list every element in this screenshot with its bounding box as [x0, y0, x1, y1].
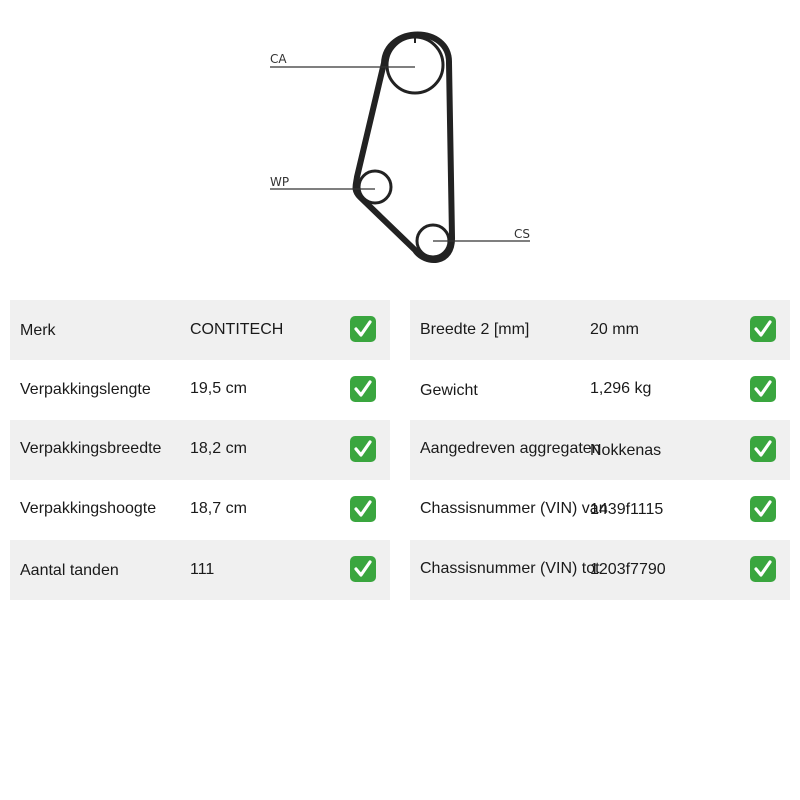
check-icon [750, 316, 776, 342]
cs-label: CS [514, 227, 530, 241]
spec-row [410, 480, 790, 540]
camshaft-pulley [387, 37, 443, 93]
check-icon [750, 436, 776, 462]
check-icon [750, 496, 776, 522]
spec-value: 111 [190, 561, 215, 578]
check-icon [350, 316, 376, 342]
spec-label: Verpakkingslengte [20, 381, 151, 398]
water-pump-pulley [359, 171, 391, 203]
spec-row [10, 300, 390, 360]
spec-label: Chassisnummer (VIN) van [420, 500, 608, 517]
check-icon [750, 556, 776, 582]
check-icon [350, 436, 376, 462]
spec-label: Verpakkingsbreedte [20, 440, 162, 457]
spec-value: CONTITECH [190, 321, 284, 338]
spec-value: 1439f1115 [590, 501, 664, 518]
check-icon [750, 376, 776, 402]
spec-row [10, 540, 390, 600]
spec-row [410, 540, 790, 600]
spec-value: 20 mm [590, 321, 639, 338]
specs-table-right [410, 300, 790, 600]
check-icon [350, 376, 376, 402]
spec-value: 1,296 kg [590, 380, 652, 397]
spec-label: Verpakkingshoogte [20, 500, 157, 517]
check-icon [350, 556, 376, 582]
belt-diagram-svg [260, 25, 540, 270]
spec-row [10, 360, 390, 420]
spec-row [410, 360, 790, 420]
spec-value: Nokkenas [590, 442, 662, 459]
belt-routing-diagram [260, 25, 540, 270]
spec-label: Gewicht [420, 382, 478, 399]
spec-row [410, 420, 790, 480]
spec-row [10, 420, 390, 480]
spec-label: Aantal tanden [20, 562, 119, 579]
spec-label: Chassisnummer (VIN) tot [420, 560, 600, 577]
specs-table-left [10, 300, 390, 600]
spec-value: 18,2 cm [190, 440, 247, 457]
spec-value: 18,7 cm [190, 500, 247, 517]
spec-label: Aangedreven aggregaten [420, 440, 601, 457]
check-icon [350, 496, 376, 522]
spec-value: 1203f7790 [590, 561, 666, 578]
spec-label: Merk [20, 322, 56, 339]
spec-row [410, 300, 790, 360]
spec-value: 19,5 cm [190, 380, 247, 397]
wp-label: WP [270, 175, 290, 189]
ca-label: CA [270, 52, 287, 66]
spec-label: Breedte 2 [mm] [420, 321, 530, 338]
spec-row [10, 480, 390, 540]
